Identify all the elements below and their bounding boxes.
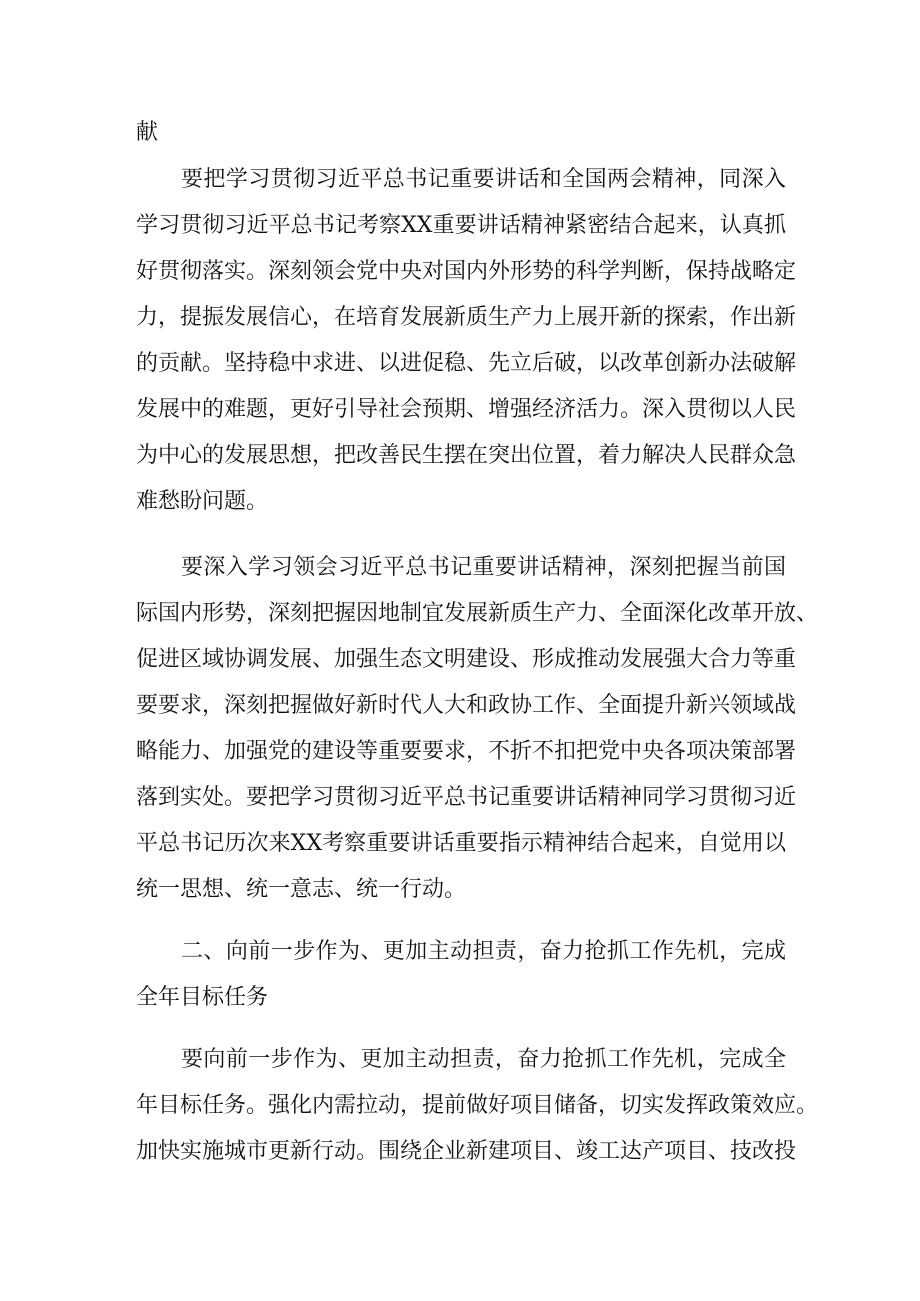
paragraph-2-line: 落到实处。要把学习贯彻习近平总书记重要讲话精神同学习贯彻习近 (136, 785, 797, 810)
text-line: 献 (136, 120, 159, 145)
paragraph-3-line: 要向前一步作为、更加主动担责，奋力抢抓工作先机，完成全 (181, 1047, 786, 1072)
paragraph-2-line: 统一思想、统一意志、统一行动。 (136, 877, 467, 902)
paragraph-1-line: 力，提振发展信心，在培育发展新质生产力上展开新的探索，作出新 (136, 305, 797, 330)
paragraph-2-line: 要要求，深刻把握做好新时代人大和政协工作、全面提升新兴领域战 (136, 693, 797, 718)
paragraph-1-line: 为中心的发展思想，把改善民生摆在突出位置，着力解决人民群众急 (136, 443, 797, 468)
paragraph-1-line: 难愁盼问题。 (136, 489, 269, 514)
paragraph-1-line: 好贯彻落实。深刻领会党中央对国内外形势的科学判断，保持战略定 (136, 259, 797, 284)
section-heading-line: 二、向前一步作为、更加主动担责，奋力抢抓工作先机，完成 (181, 939, 786, 964)
paragraph-1-line: 学习贯彻习近平总书记考察XX重要讲话精神紧密结合起来，认真抓 (136, 213, 786, 238)
paragraph-1-line: 的贡献。坚持稳中求进、以进促稳、先立后破，以改革创新办法破解 (136, 351, 797, 376)
paragraph-1-line: 发展中的难题，更好引导社会预期、增强经济活力。深入贯彻以人民 (136, 397, 797, 422)
paragraph-2-line: 要深入学习领会习近平总书记重要讲话精神，深刻把握当前国 (181, 555, 786, 580)
paragraph-3-line: 年目标任务。强化内需拉动，提前做好项目储备，切实发挥政策效应。 (136, 1093, 819, 1118)
section-heading-line: 全年目标任务 (136, 985, 269, 1010)
paragraph-1-line: 要把学习贯彻习近平总书记重要讲话和全国两会精神，同深入 (181, 167, 786, 192)
paragraph-2-line: 平总书记历次来XX考察重要讲话重要指示精神结合起来，自觉用以 (136, 831, 786, 856)
paragraph-2-line: 促进区域协调发展、加强生态文明建设、形成推动发展强大合力等重 (136, 647, 797, 672)
paragraph-3-line: 加快实施城市更新行动。围绕企业新建项目、竣工达产项目、技改投 (136, 1139, 797, 1164)
paragraph-2-line: 略能力、加强党的建设等重要要求，不折不扣把党中央各项决策部署 (136, 739, 797, 764)
paragraph-2-line: 际国内形势，深刻把握因地制宜发展新质生产力、全面深化改革开放、 (136, 601, 819, 626)
